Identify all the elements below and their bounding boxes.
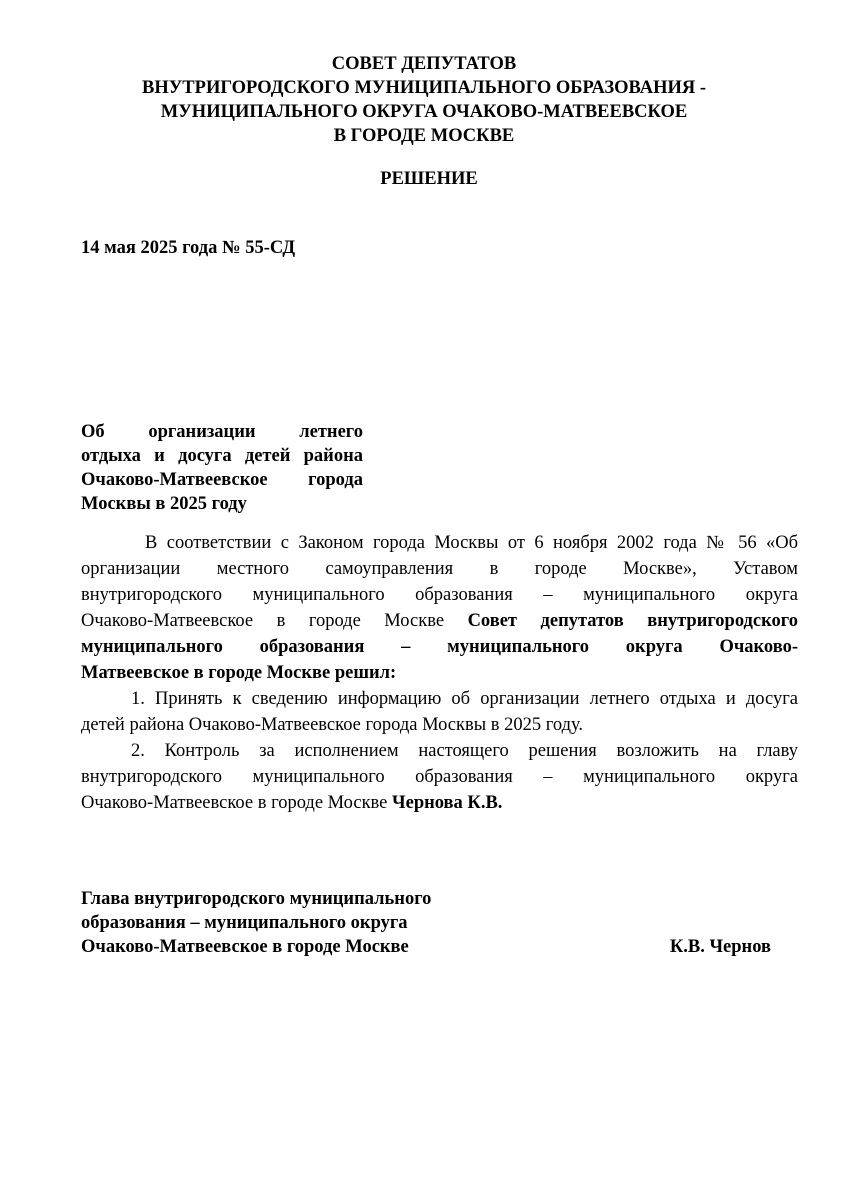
preamble-line-3: внутригородского муниципального образования – муниципального округа (81, 585, 798, 605)
subject-line-4: Москвы в 2025 году (81, 494, 247, 514)
council-header (0, 52, 848, 148)
signature-line-3-text: Очаково-Матвеевское в городе Москве (81, 937, 409, 957)
preamble-line-1: В соответствии с Законом города Москвы от 6 ноября 2002 года № 56 «Об (145, 533, 798, 553)
signature-title-line-3 (81, 935, 771, 959)
item-2-line-3-plain: Очаково-Матвеевское в городе Москве (81, 793, 393, 813)
signature-title-line-2 (81, 911, 771, 935)
preamble-line-4-plain: Очаково-Матвеевское в городе Москве (81, 611, 468, 631)
signatory-name: К.В. Чернов (669, 937, 771, 957)
signature-line-1-text: Глава внутригородского муниципального (81, 889, 432, 909)
header-line-4: В ГОРОДЕ МОСКВЕ (333, 126, 515, 146)
subject-line-1: Об организации летнего (81, 422, 363, 442)
signature-line-2-text: образования – муниципального округа (81, 913, 408, 933)
item-1-line-1: 1. Принять к сведению информацию об организации летнего отдыха и досуга (131, 689, 798, 709)
header-line-1: СОВЕТ ДЕПУТАТОВ (331, 54, 517, 74)
signature-title-line-1 (81, 887, 771, 911)
item-2-line-2: внутригородского муниципального образования – муниципального округа (81, 767, 798, 787)
council-name-bold: Совет депутатов внутригородского (467, 611, 798, 631)
preamble-line-5: муниципального образования – муниципального округа Очаково- (81, 637, 798, 657)
subject-line-2: отдыха и досуга детей района (81, 446, 363, 466)
subject-line-3: Очаково-Матвеевское города (81, 470, 363, 490)
signature-block (81, 887, 771, 959)
preamble-line-4 (81, 608, 798, 634)
decision-date-number: 14 мая 2025 года № 55-СД (81, 238, 296, 258)
header-line-3: МУНИЦИПАЛЬНОГО ОКРУГА ОЧАКОВО-МАТВЕЕВСКОЕ (160, 102, 688, 122)
item-2-line-3 (81, 790, 798, 816)
preamble-line-6: Матвеевское в городе Москве решил: (81, 663, 397, 683)
item-2-line-1: 2. Контроль за исполнением настоящего решения возложить на главу (131, 741, 798, 761)
responsible-person-bold: Чернова К.В. (392, 793, 503, 813)
header-line-2: ВНУТРИГОРОДСКОГО МУНИЦИПАЛЬНОГО ОБРАЗОВАНИЯ - (142, 78, 706, 98)
decision-subject (81, 420, 363, 516)
decision-body (81, 530, 798, 816)
preamble-line-2: организации местного самоуправления в городе Москве», Уставом (81, 559, 798, 579)
item-1-line-2: детей района Очаково-Матвеевское города Москвы в 2025 году. (81, 715, 584, 735)
document-type-title: РЕШЕНИЕ (380, 169, 478, 189)
